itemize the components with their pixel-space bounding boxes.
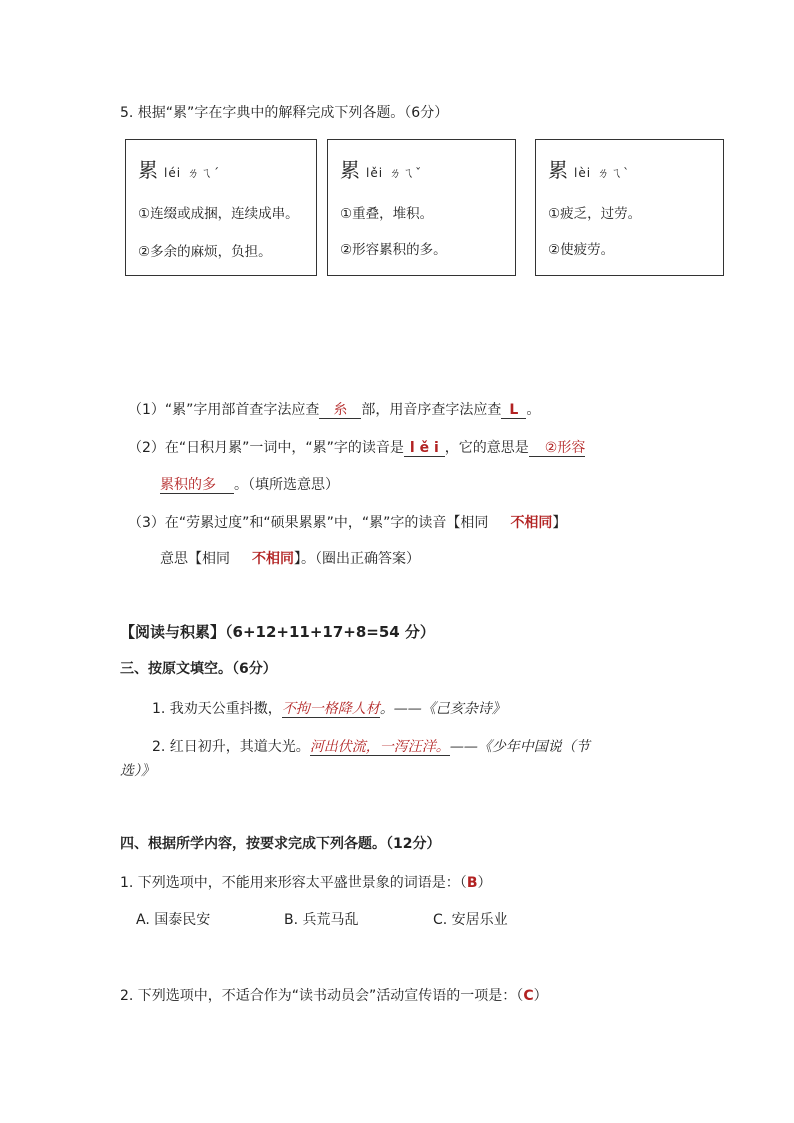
sec4-q1-answer: B bbox=[466, 875, 478, 891]
q5-sub1-text: （1）“累”字用部首查字法应查 bbox=[128, 402, 320, 418]
q5-sub1-answer-letter: L bbox=[501, 402, 526, 419]
sec4-q1-option-a: A. 国泰民安 bbox=[136, 912, 211, 928]
sec3-q2-text: 2. 红日初升，其道大光。 bbox=[152, 739, 310, 755]
entry-zhuyin: ㄌㄟˊ bbox=[187, 166, 221, 180]
q5-sub3-text: 】 bbox=[552, 515, 567, 531]
q5-sub3-text: 意思【相同 bbox=[160, 551, 230, 567]
sec4-q1 bbox=[120, 872, 491, 892]
dictionary-box-3 bbox=[535, 139, 724, 276]
entry-def-2: ②形容累积的多。 bbox=[340, 242, 447, 258]
entry-char: 累 bbox=[548, 158, 568, 182]
sec3-title: 三、按原文填空。（6分） bbox=[120, 661, 277, 677]
q5-sub3-line1 bbox=[128, 512, 566, 532]
entry-char: 累 bbox=[138, 158, 158, 182]
q5-sub2-line2 bbox=[160, 474, 339, 494]
q5-sub2-line1 bbox=[128, 437, 585, 457]
sec3-q2 bbox=[152, 736, 590, 756]
q5-sub1-text: 。 bbox=[526, 402, 541, 418]
q5-sub1-answer-radical: 糸 bbox=[319, 402, 361, 419]
sec3-q2-answer: 河出伏流，一泻汪洋。 bbox=[309, 739, 450, 755]
sec3-q2-source: ——《少年中国说（节 bbox=[449, 739, 590, 755]
sec4-q1-text: 1. 下列选项中，不能用来形容太平盛世景象的词语是：（ bbox=[120, 875, 467, 891]
entry-def-2: ②多余的麻烦，负担。 bbox=[138, 244, 272, 260]
sec4-q2-answer: C bbox=[523, 988, 534, 1004]
q5-sub1-text: 部，用音序查字法应查 bbox=[361, 402, 502, 418]
q5-sub2-text: （2）在“日积月累”一词中，“累”字的读音是 bbox=[128, 440, 404, 456]
q5-title: 5. 根据“累”字在字典中的解释完成下列各题。（6分） bbox=[120, 105, 449, 121]
q5-sub3-answer-pronunciation: 不相同 bbox=[510, 515, 553, 531]
q5-sub3-line2 bbox=[160, 548, 420, 568]
q5-sub1 bbox=[128, 399, 540, 419]
entry-head bbox=[548, 154, 630, 183]
sec4-q2 bbox=[120, 985, 548, 1005]
q5-sub3-answer-meaning: 不相同 bbox=[252, 551, 294, 567]
section-reading-title: 【阅读与积累】（6+12+11+17+8=54 分） bbox=[120, 623, 435, 641]
entry-zhuyin: ㄌㄟˋ bbox=[597, 166, 631, 180]
sec4-q2-text: 2. 下列选项中，不适合作为“读书动员会”活动宣传语的一项是：（ bbox=[120, 988, 524, 1004]
sec4-q1-option-b: B. 兵荒马乱 bbox=[284, 912, 359, 928]
dictionary-box-2 bbox=[327, 139, 516, 276]
entry-pinyin: léi bbox=[164, 166, 182, 180]
entry-def-1: ①重叠，堆积。 bbox=[340, 206, 434, 222]
entry-char: 累 bbox=[340, 158, 360, 182]
entry-def-2: ②使疲劳。 bbox=[548, 242, 615, 258]
sec3-q1 bbox=[152, 698, 506, 718]
sec3-q1-source: 。——《己亥杂诗》 bbox=[379, 701, 506, 717]
entry-head bbox=[340, 154, 422, 183]
entry-def-1: ①连缀或成捆，连续成串。 bbox=[138, 206, 299, 222]
entry-def-1: ①疲乏，过劳。 bbox=[548, 206, 642, 222]
entry-pinyin: lěi bbox=[366, 166, 384, 180]
sec4-q1-text: ） bbox=[477, 875, 492, 891]
entry-zhuyin: ㄌㄟˇ bbox=[389, 166, 423, 180]
sec4-q1-option-c: C. 安居乐业 bbox=[433, 912, 508, 928]
sec4-title: 四、根据所学内容，按要求完成下列各题。（12分） bbox=[120, 836, 441, 852]
dictionary-box-1 bbox=[125, 139, 317, 276]
q5-sub2-text: 。（填所选意思） bbox=[234, 477, 339, 493]
q5-sub2-text: ，它的意思是 bbox=[444, 440, 529, 456]
q5-sub2-answer-pinyin: l ě i bbox=[404, 440, 445, 457]
q5-sub2-answer-meaning-cont: 累积的多 bbox=[160, 477, 234, 494]
entry-pinyin: lèi bbox=[574, 166, 592, 180]
sec3-q1-text: 1. 我劝天公重抖擞， bbox=[152, 701, 282, 717]
q5-sub2-answer-meaning: ②形容 bbox=[529, 440, 586, 457]
sec4-q2-text: ） bbox=[533, 988, 548, 1004]
sec3-q1-answer: 不拘一格降人材 bbox=[281, 701, 380, 717]
sec3-q2-source-cont: 选）》 bbox=[120, 763, 155, 779]
q5-sub3-text: （3）在“劳累过度”和“硕果累累”中，“累”字的读音【相同 bbox=[128, 515, 489, 531]
entry-head bbox=[138, 154, 220, 183]
q5-sub3-text: 】。（圈出正确答案） bbox=[294, 551, 420, 567]
